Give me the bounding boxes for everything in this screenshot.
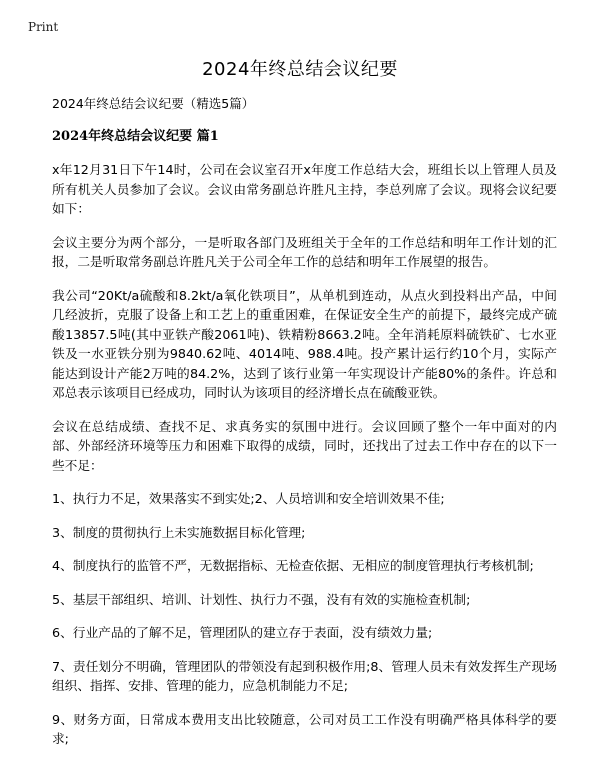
document-body <box>52 95 557 763</box>
section-heading: 2024年终总结会议纪要 篇1 <box>52 129 219 144</box>
paragraph-meeting-structure: 会议主要分为两个部分，一是听取各部门及班组关于全年的工作总结和明年工作计划的汇报，二是听取常务副总许胜凡关于公司全年工作的总结和明年工作展望的报告。 <box>52 234 557 269</box>
paragraph-meeting-intro: x年12月31日下午14时，公司在会议室召开x年度工作总结大会，班组长以上管理人员及所有机关人员参加了会议。会议由常务副总许胜凡主持，李总列席了会议。现将会议纪要如下： <box>52 162 557 216</box>
document-title: 2024年终总结会议纪要 <box>202 59 398 80</box>
list-item: 6、行业产品的了解不足，管理团队的建立存于表面，没有绩效力量; <box>52 625 433 640</box>
document-subtitle: 2024年终总结会议纪要（精选5篇） <box>52 96 255 111</box>
list-item: 4、制度执行的监管不严，无数据指标、无检查依据、无相应的制度管理执行考核机制; <box>52 558 534 573</box>
list-item: 5、基层干部组织、培训、计划性、执行力不强，没有有效的实施检查机制; <box>52 591 471 607</box>
print-link[interactable]: Print <box>28 20 59 34</box>
list-item: 3、制度的贯彻执行上未实施数据目标化管理; <box>52 524 306 540</box>
list-item: 9、财务方面，日常成本费用支出比较随意，公司对员工工作没有明确严格具体科学的要求; <box>52 711 557 746</box>
paragraph-review: 会议在总结成绩、查找不足、求真务实的氛围中进行。会议回顾了整个一年中面对的内部、外部经济环境等压力和困难下取得的成绩，同时，还找出了过去工作中存在的以下一些不足： <box>52 418 557 473</box>
list-item: 1、执行力不足，效果落实不到实处;2、人员培训和安全培训效果不佳; <box>52 491 445 506</box>
paragraph-project-results: 我公司“20Kt/a硫酸和8.2kt/a氧化铁项目”，从单机到连动，从点火到投料出产品，中间几经波折，克服了设备上和工艺上的重重困难，在保证安全生产的前提下，最终完成产硫酸13857.5吨(其中亚铁产酸2061吨)、铁精粉8663.2吨。全年消耗原料硫铁矿、七水亚铁及一水亚铁分别为9840.62吨、4014吨、988.4吨。投产累计运行约10个月，实际产能达到设计产能2万吨的84.2%，达到了该行业第一年实现设计产能80%的条件。许总和邓总表示该项目已经成功，同时认为该项目的经济增长点在硫酸亚铁。 <box>52 287 557 400</box>
list-item: 7、责任划分不明确，管理团队的带领没有起到积极作用;8、管理人员未有效发挥生产现场组织、指挥、安排、管理的能力，应急机制能力不足; <box>52 658 557 693</box>
